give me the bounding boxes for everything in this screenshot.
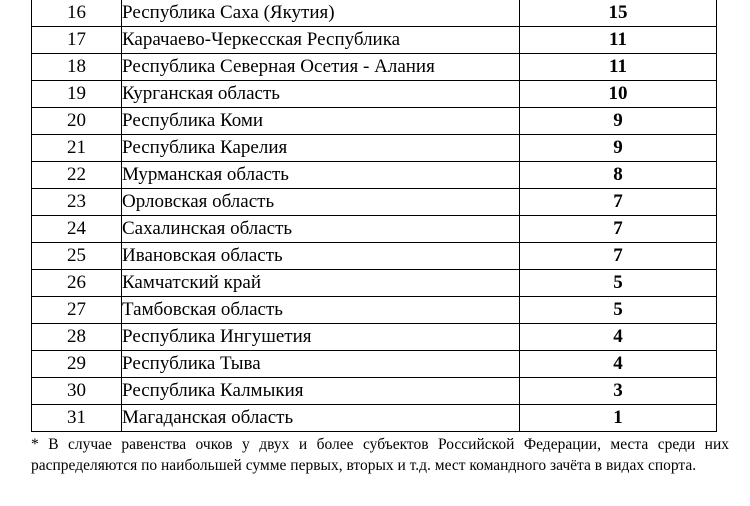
table-row <box>32 351 717 378</box>
region-cell: Карачаево-Черкесская Республика <box>122 27 520 54</box>
region-cell: Республика Коми <box>122 108 520 135</box>
rank-cell: 23 <box>32 189 122 216</box>
ranking-table <box>31 0 717 432</box>
score-cell: 5 <box>520 270 717 297</box>
rank-cell: 19 <box>32 81 122 108</box>
score-cell: 4 <box>520 351 717 378</box>
region-cell: Орловская область <box>122 189 520 216</box>
rank-cell: 27 <box>32 297 122 324</box>
region-cell: Сахалинская область <box>122 216 520 243</box>
table-row <box>32 270 717 297</box>
table-row <box>32 0 717 27</box>
score-cell: 9 <box>520 135 717 162</box>
table-row <box>32 189 717 216</box>
footnote: * В случае равенства очков у двух и более субъектов Российской Федерации, места среди них распределяются по наибольшей сумме первых, вторых и т.д. мест командного зачёта в видах спорта. <box>31 436 729 474</box>
rank-cell: 28 <box>32 324 122 351</box>
ranking-table-body <box>32 0 717 432</box>
table-row <box>32 108 717 135</box>
region-cell: Республика Северная Осетия - Алания <box>122 54 520 81</box>
region-cell: Республика Ингушетия <box>122 324 520 351</box>
region-cell: Республика Тыва <box>122 351 520 378</box>
rank-cell: 29 <box>32 351 122 378</box>
region-cell: Магаданская область <box>122 405 520 432</box>
table-row <box>32 324 717 351</box>
rank-cell: 30 <box>32 378 122 405</box>
region-cell: Ивановская область <box>122 243 520 270</box>
score-cell: 5 <box>520 297 717 324</box>
table-row <box>32 135 717 162</box>
table-row <box>32 243 717 270</box>
score-cell: 3 <box>520 378 717 405</box>
table-row <box>32 81 717 108</box>
rank-cell: 20 <box>32 108 122 135</box>
table-row <box>32 27 717 54</box>
region-cell: Республика Калмыкия <box>122 378 520 405</box>
score-cell: 11 <box>520 27 717 54</box>
region-cell: Камчатский край <box>122 270 520 297</box>
score-cell: 10 <box>520 81 717 108</box>
score-cell: 7 <box>520 189 717 216</box>
region-cell: Республика Саха (Якутия) <box>122 0 520 27</box>
rank-cell: 17 <box>32 27 122 54</box>
region-cell: Республика Карелия <box>122 135 520 162</box>
table-row <box>32 378 717 405</box>
rank-cell: 18 <box>32 54 122 81</box>
table-row <box>32 216 717 243</box>
rank-cell: 21 <box>32 135 122 162</box>
rank-cell: 25 <box>32 243 122 270</box>
score-cell: 15 <box>520 0 717 27</box>
rank-cell: 16 <box>32 0 122 27</box>
rank-cell: 22 <box>32 162 122 189</box>
table-row <box>32 54 717 81</box>
score-cell: 11 <box>520 54 717 81</box>
region-cell: Курганская область <box>122 81 520 108</box>
score-cell: 7 <box>520 216 717 243</box>
rank-cell: 26 <box>32 270 122 297</box>
table-row <box>32 297 717 324</box>
table-row <box>32 162 717 189</box>
rank-cell: 24 <box>32 216 122 243</box>
region-cell: Мурманская область <box>122 162 520 189</box>
score-cell: 4 <box>520 324 717 351</box>
score-cell: 9 <box>520 108 717 135</box>
table-row <box>32 405 717 432</box>
score-cell: 1 <box>520 405 717 432</box>
rank-cell: 31 <box>32 405 122 432</box>
region-cell: Тамбовская область <box>122 297 520 324</box>
score-cell: 7 <box>520 243 717 270</box>
score-cell: 8 <box>520 162 717 189</box>
